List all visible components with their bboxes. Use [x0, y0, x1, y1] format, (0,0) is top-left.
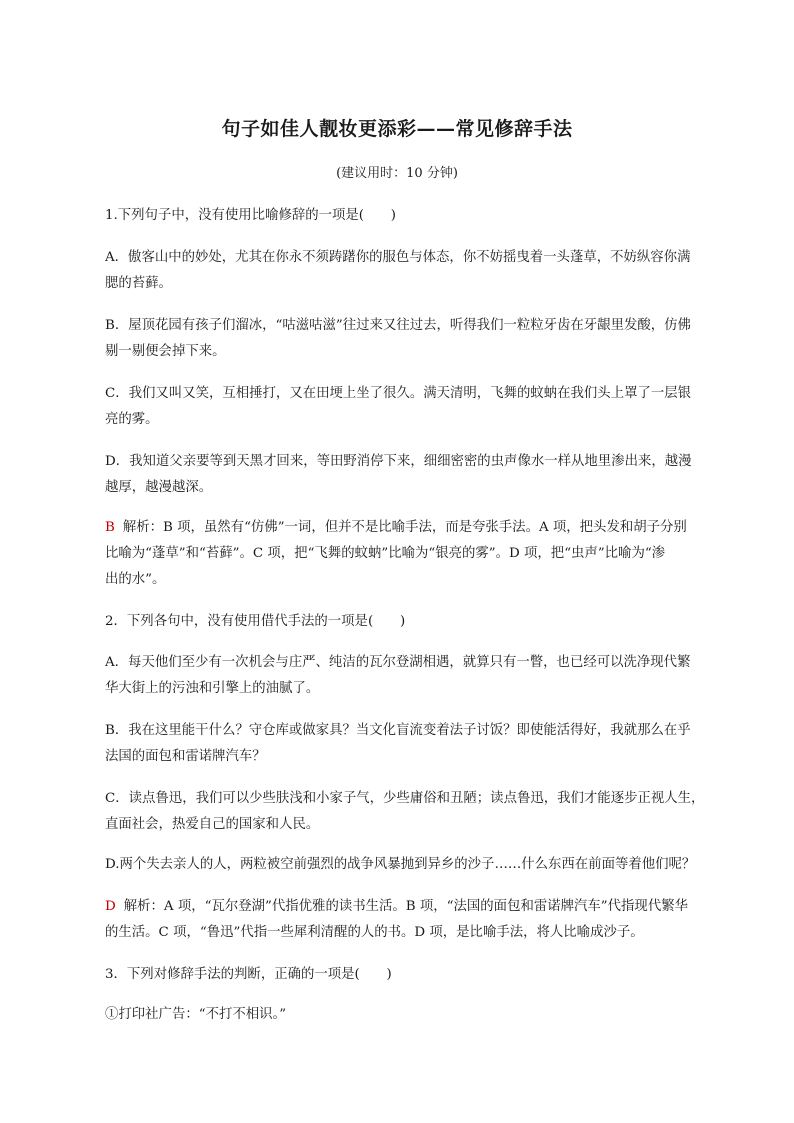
question-2-stem: 2．下列各句中，没有使用借代手法的一项是( ) — [105, 614, 406, 629]
question-1-option-b: B．屋顶花园有孩子们溜冰，“咕滋咕滋”往过来又往过去，听得我们一粒粒牙齿在牙龈里发酸，仿佛 剔一剔便会掉下来。 — [105, 318, 691, 359]
page-subtitle: (建议用时：10 分钟) — [336, 166, 458, 181]
question-2-option-d: D.两个失去亲人的人，两粒被空前强烈的战争风暴抛到异乡的沙子……什么东西在前面等着他们呢？ — [105, 857, 696, 872]
question-3-stem: 3．下列对修辞手法的判断，正确的一项是( ) — [105, 967, 392, 982]
question-3-item-1: ①打印社广告：“不打不相识。” — [105, 1007, 287, 1022]
page-title: 句子如佳人靓妆更添彩——常见修辞手法 — [221, 118, 573, 140]
answer-letter: D — [105, 899, 116, 914]
question-1-stem: 1.下列句子中，没有使用比喻修辞的一项是( ) — [105, 208, 397, 223]
question-1-analysis: B 解析：B 项，虽然有“仿佛”一词，但并不是比喻手法，而是夸张手法。A 项，把头发和胡子分别 比喻为“蓬草”和“苔藓”。C 项，把“飞舞的蚊蚋”比喻为“银亮的雾”。D 项，把“虫声”比喻为“渗 出的水”。 — [105, 520, 687, 587]
question-2-analysis: D 解析：A 项，“瓦尔登湖”代指优雅的读书生活。B 项，“法国的面包和雷诺牌汽车”代指现代繁华 的生活。C 项，“鲁迅”代指一些犀利清醒的人的书。D 项，是比喻手法，将人比喻成沙子。 — [105, 899, 688, 940]
answer-letter: B — [105, 520, 115, 535]
question-1-option-c: C．我们又叫又笑，互相捶打，又在田埂上坐了很久。满天清明，飞舞的蚊蚋在我们头上罩了一层银 亮的雾。 — [105, 386, 692, 427]
question-2-option-a: A．每天他们至少有一次机会与庄严、纯洁的瓦尔登湖相遇，就算只有一瞥，也已经可以洗净现代繁 华大街上的污浊和引擎上的油腻了。 — [105, 655, 691, 696]
question-1-option-d: D．我知道父亲要等到天黑才回来，等田野消停下来，细细密密的虫声像水一样从地里渗出来，越漫 越厚，越漫越深。 — [105, 454, 692, 495]
question-1-option-a: A．傲客山中的妙处，尤其在你永不须踌躇你的服色与体态，你不妨摇曳着一头蓬草，不妨纵容你满 腮的苔藓。 — [105, 250, 691, 291]
question-2-option-b: B．我在这里能干什么？守仓库或做家具？当文化盲流变着法子讨饭？即使能活得好，我就那么在乎 法国的面包和雷诺牌汽车？ — [105, 723, 691, 764]
question-2-option-c: C．读点鲁迅，我们可以少些肤浅和小家子气，少些庸俗和丑陋；读点鲁迅，我们才能逐步正视人生， 直面社会，热爱自己的国家和人民。 — [105, 791, 705, 832]
